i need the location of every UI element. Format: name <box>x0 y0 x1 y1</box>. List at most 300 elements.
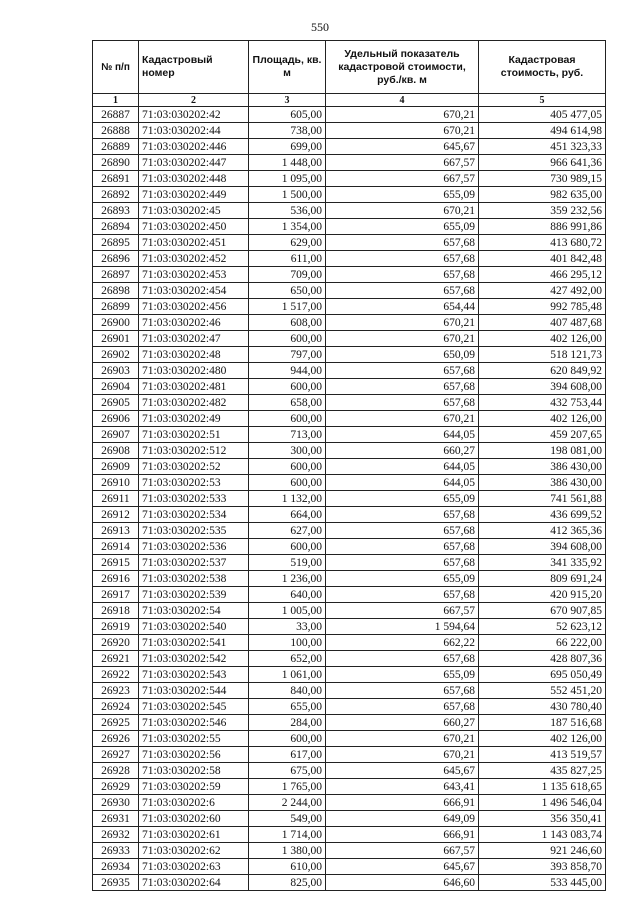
cadastral-value-table <box>92 40 606 891</box>
table-row <box>93 267 606 283</box>
area-cell: 600,00 <box>249 379 326 395</box>
cadastral-value-cell: 394 608,00 <box>479 379 606 395</box>
area-cell: 600,00 <box>249 459 326 475</box>
table-row <box>93 219 606 235</box>
table-row <box>93 843 606 859</box>
cadastral-value-cell: 741 561,88 <box>479 491 606 507</box>
area-cell: 1 236,00 <box>249 571 326 587</box>
unit-rate-cell: 657,68 <box>326 539 479 555</box>
cadastral-number-cell: 71:03:030202:446 <box>139 139 249 155</box>
table-row <box>93 635 606 651</box>
row-number-cell: 26910 <box>93 475 139 491</box>
cadastral-value-cell: 402 126,00 <box>479 331 606 347</box>
cadastral-number-cell: 71:03:030202:59 <box>139 779 249 795</box>
cadastral-value-cell: 620 849,92 <box>479 363 606 379</box>
cadastral-value-cell: 982 635,00 <box>479 187 606 203</box>
area-cell: 713,00 <box>249 427 326 443</box>
area-cell: 699,00 <box>249 139 326 155</box>
row-number-cell: 26924 <box>93 699 139 715</box>
row-number-cell: 26912 <box>93 507 139 523</box>
cadastral-value-cell: 428 807,36 <box>479 651 606 667</box>
table-row <box>93 107 606 123</box>
area-cell: 629,00 <box>249 235 326 251</box>
row-number-cell: 26911 <box>93 491 139 507</box>
table-row <box>93 587 606 603</box>
cadastral-number-cell: 71:03:030202:44 <box>139 123 249 139</box>
header-row <box>93 41 606 94</box>
cadastral-number-cell: 71:03:030202:6 <box>139 795 249 811</box>
area-cell: 600,00 <box>249 475 326 491</box>
row-number-cell: 26899 <box>93 299 139 315</box>
cadastral-value-cell: 459 207,65 <box>479 427 606 443</box>
table-row <box>93 571 606 587</box>
unit-rate-cell: 645,67 <box>326 139 479 155</box>
cadastral-value-cell: 695 050,49 <box>479 667 606 683</box>
table-row <box>93 331 606 347</box>
cadastral-number-cell: 71:03:030202:482 <box>139 395 249 411</box>
row-number-cell: 26905 <box>93 395 139 411</box>
cadastral-number-cell: 71:03:030202:452 <box>139 251 249 267</box>
cadastral-value-cell: 412 365,36 <box>479 523 606 539</box>
area-cell: 611,00 <box>249 251 326 267</box>
row-number-cell: 26900 <box>93 315 139 331</box>
row-number-cell: 26906 <box>93 411 139 427</box>
cadastral-value-cell: 407 487,68 <box>479 315 606 331</box>
area-cell: 944,00 <box>249 363 326 379</box>
row-number-cell: 26931 <box>93 811 139 827</box>
cadastral-value-cell: 1 143 083,74 <box>479 827 606 843</box>
table-row <box>93 827 606 843</box>
table-row <box>93 699 606 715</box>
table-row <box>93 443 606 459</box>
cadastral-number-cell: 71:03:030202:448 <box>139 171 249 187</box>
row-number-cell: 26927 <box>93 747 139 763</box>
unit-rate-cell: 655,09 <box>326 219 479 235</box>
cadastral-number-cell: 71:03:030202:45 <box>139 203 249 219</box>
row-number-cell: 26895 <box>93 235 139 251</box>
unit-rate-cell: 657,68 <box>326 651 479 667</box>
unit-rate-cell: 657,68 <box>326 587 479 603</box>
unit-rate-cell: 657,68 <box>326 283 479 299</box>
unit-rate-cell: 670,21 <box>326 747 479 763</box>
cadastral-value-cell: 432 753,44 <box>479 395 606 411</box>
unit-rate-cell: 654,44 <box>326 299 479 315</box>
row-number-cell: 26916 <box>93 571 139 587</box>
cadastral-number-cell: 71:03:030202:536 <box>139 539 249 555</box>
area-cell: 1 500,00 <box>249 187 326 203</box>
unit-rate-cell: 670,21 <box>326 731 479 747</box>
cadastral-number-cell: 71:03:030202:53 <box>139 475 249 491</box>
table-row <box>93 123 606 139</box>
column-number: 2 <box>139 94 249 107</box>
unit-rate-cell: 657,68 <box>326 267 479 283</box>
cadastral-number-cell: 71:03:030202:533 <box>139 491 249 507</box>
row-number-cell: 26935 <box>93 875 139 891</box>
row-number-cell: 26932 <box>93 827 139 843</box>
unit-rate-cell: 655,09 <box>326 491 479 507</box>
table-row <box>93 155 606 171</box>
table-row <box>93 203 606 219</box>
cadastral-value-cell: 1 135 618,65 <box>479 779 606 795</box>
row-number-cell: 26896 <box>93 251 139 267</box>
area-cell: 1 380,00 <box>249 843 326 859</box>
row-number-cell: 26920 <box>93 635 139 651</box>
area-cell: 2 244,00 <box>249 795 326 811</box>
cadastral-value-cell: 359 232,56 <box>479 203 606 219</box>
cadastral-value-cell: 356 350,41 <box>479 811 606 827</box>
area-cell: 1 005,00 <box>249 603 326 619</box>
column-number: 4 <box>326 94 479 107</box>
row-number-cell: 26918 <box>93 603 139 619</box>
row-number-cell: 26894 <box>93 219 139 235</box>
table-row <box>93 475 606 491</box>
cadastral-value-cell: 52 623,12 <box>479 619 606 635</box>
table-row <box>93 459 606 475</box>
cadastral-value-cell: 552 451,20 <box>479 683 606 699</box>
area-cell: 675,00 <box>249 763 326 779</box>
cadastral-number-cell: 71:03:030202:54 <box>139 603 249 619</box>
area-cell: 549,00 <box>249 811 326 827</box>
unit-rate-cell: 670,21 <box>326 123 479 139</box>
area-cell: 1 095,00 <box>249 171 326 187</box>
row-number-cell: 26903 <box>93 363 139 379</box>
row-number-cell: 26893 <box>93 203 139 219</box>
table-row <box>93 715 606 731</box>
area-cell: 1 061,00 <box>249 667 326 683</box>
row-number-cell: 26933 <box>93 843 139 859</box>
cadastral-number-cell: 71:03:030202:42 <box>139 107 249 123</box>
cadastral-number-cell: 71:03:030202:49 <box>139 411 249 427</box>
unit-rate-cell: 670,21 <box>326 203 479 219</box>
area-cell: 1 132,00 <box>249 491 326 507</box>
unit-rate-cell: 667,57 <box>326 155 479 171</box>
area-cell: 608,00 <box>249 315 326 331</box>
unit-rate-cell: 644,05 <box>326 475 479 491</box>
cadastral-number-cell: 71:03:030202:61 <box>139 827 249 843</box>
cadastral-value-cell: 402 126,00 <box>479 411 606 427</box>
area-cell: 738,00 <box>249 123 326 139</box>
row-number-cell: 26889 <box>93 139 139 155</box>
unit-rate-cell: 657,68 <box>326 235 479 251</box>
area-cell: 652,00 <box>249 651 326 667</box>
unit-rate-cell: 655,09 <box>326 667 479 683</box>
unit-rate-cell: 670,21 <box>326 315 479 331</box>
unit-rate-cell: 657,68 <box>326 507 479 523</box>
area-cell: 284,00 <box>249 715 326 731</box>
table-row <box>93 763 606 779</box>
table-row <box>93 299 606 315</box>
cadastral-number-cell: 71:03:030202:537 <box>139 555 249 571</box>
cadastral-value-cell: 1 496 546,04 <box>479 795 606 811</box>
unit-rate-cell: 657,68 <box>326 555 479 571</box>
column-number: 5 <box>479 94 606 107</box>
table-row <box>93 731 606 747</box>
table-row <box>93 411 606 427</box>
cadastral-value-cell: 436 699,52 <box>479 507 606 523</box>
cadastral-number-cell: 71:03:030202:480 <box>139 363 249 379</box>
column-number: 1 <box>93 94 139 107</box>
table-row <box>93 651 606 667</box>
unit-rate-cell: 667,57 <box>326 843 479 859</box>
table-row <box>93 603 606 619</box>
area-cell: 600,00 <box>249 411 326 427</box>
cadastral-number-cell: 71:03:030202:52 <box>139 459 249 475</box>
unit-rate-cell: 655,09 <box>326 187 479 203</box>
cadastral-value-cell: 430 780,40 <box>479 699 606 715</box>
unit-rate-cell: 660,27 <box>326 715 479 731</box>
area-cell: 1 517,00 <box>249 299 326 315</box>
table-row <box>93 427 606 443</box>
cadastral-value-cell: 533 445,00 <box>479 875 606 891</box>
cadastral-number-cell: 71:03:030202:543 <box>139 667 249 683</box>
row-number-cell: 26909 <box>93 459 139 475</box>
cadastral-value-cell: 413 680,72 <box>479 235 606 251</box>
cadastral-number-cell: 71:03:030202:450 <box>139 219 249 235</box>
cadastral-number-cell: 71:03:030202:538 <box>139 571 249 587</box>
table-row <box>93 347 606 363</box>
unit-rate-cell: 660,27 <box>326 443 479 459</box>
area-cell: 797,00 <box>249 347 326 363</box>
cadastral-value-cell: 341 335,92 <box>479 555 606 571</box>
cadastral-number-cell: 71:03:030202:544 <box>139 683 249 699</box>
cadastral-value-cell: 451 323,33 <box>479 139 606 155</box>
cadastral-number-cell: 71:03:030202:541 <box>139 635 249 651</box>
area-cell: 640,00 <box>249 587 326 603</box>
table-row <box>93 139 606 155</box>
cadastral-value-cell: 427 492,00 <box>479 283 606 299</box>
table-row <box>93 859 606 875</box>
unit-rate-cell: 646,60 <box>326 875 479 891</box>
table-row <box>93 779 606 795</box>
cadastral-number-cell: 71:03:030202:539 <box>139 587 249 603</box>
cadastral-number-cell: 71:03:030202:63 <box>139 859 249 875</box>
row-number-cell: 26919 <box>93 619 139 635</box>
row-number-cell: 26891 <box>93 171 139 187</box>
row-number-cell: 26890 <box>93 155 139 171</box>
row-number-cell: 26922 <box>93 667 139 683</box>
area-cell: 627,00 <box>249 523 326 539</box>
row-number-cell: 26907 <box>93 427 139 443</box>
table-row <box>93 491 606 507</box>
column-number-row <box>93 94 606 107</box>
unit-rate-cell: 1 594,64 <box>326 619 479 635</box>
area-cell: 600,00 <box>249 331 326 347</box>
cadastral-value-cell: 386 430,00 <box>479 475 606 491</box>
table-row <box>93 507 606 523</box>
cadastral-number-cell: 71:03:030202:58 <box>139 763 249 779</box>
row-number-cell: 26908 <box>93 443 139 459</box>
cadastral-value-cell: 394 608,00 <box>479 539 606 555</box>
cadastral-value-cell: 809 691,24 <box>479 571 606 587</box>
cadastral-number-cell: 71:03:030202:454 <box>139 283 249 299</box>
unit-rate-cell: 670,21 <box>326 411 479 427</box>
column-number: 3 <box>249 94 326 107</box>
cadastral-value-cell: 402 126,00 <box>479 731 606 747</box>
cadastral-number-cell: 71:03:030202:451 <box>139 235 249 251</box>
row-number-cell: 26915 <box>93 555 139 571</box>
page-number: 550 <box>311 20 329 34</box>
row-number-cell: 26925 <box>93 715 139 731</box>
area-cell: 617,00 <box>249 747 326 763</box>
cadastral-value-cell: 921 246,60 <box>479 843 606 859</box>
unit-rate-cell: 649,09 <box>326 811 479 827</box>
area-cell: 840,00 <box>249 683 326 699</box>
area-cell: 1 765,00 <box>249 779 326 795</box>
area-cell: 658,00 <box>249 395 326 411</box>
table-row <box>93 315 606 331</box>
cadastral-number-cell: 71:03:030202:51 <box>139 427 249 443</box>
unit-rate-cell: 657,68 <box>326 363 479 379</box>
cadastral-number-cell: 71:03:030202:534 <box>139 507 249 523</box>
table-row <box>93 379 606 395</box>
unit-rate-cell: 667,57 <box>326 171 479 187</box>
cadastral-number-cell: 71:03:030202:64 <box>139 875 249 891</box>
area-cell: 519,00 <box>249 555 326 571</box>
cadastral-value-cell: 413 519,57 <box>479 747 606 763</box>
cadastral-value-cell: 992 785,48 <box>479 299 606 315</box>
area-cell: 655,00 <box>249 699 326 715</box>
cadastral-number-cell: 71:03:030202:535 <box>139 523 249 539</box>
area-cell: 709,00 <box>249 267 326 283</box>
area-cell: 33,00 <box>249 619 326 635</box>
cadastral-value-cell: 730 989,15 <box>479 171 606 187</box>
cadastral-value-cell: 466 295,12 <box>479 267 606 283</box>
header-unit-rate: Удельный показатель кадастровой стоимости, руб./кв. м <box>326 41 479 94</box>
row-number-cell: 26892 <box>93 187 139 203</box>
cadastral-value-cell: 198 081,00 <box>479 443 606 459</box>
area-cell: 664,00 <box>249 507 326 523</box>
cadastral-number-cell: 71:03:030202:512 <box>139 443 249 459</box>
header-cadastral-value: Кадастровая стоимость, руб. <box>479 41 606 94</box>
cadastral-number-cell: 71:03:030202:453 <box>139 267 249 283</box>
row-number-cell: 26898 <box>93 283 139 299</box>
table-row <box>93 811 606 827</box>
cadastral-number-cell: 71:03:030202:62 <box>139 843 249 859</box>
area-cell: 1 714,00 <box>249 827 326 843</box>
area-cell: 600,00 <box>249 731 326 747</box>
header-row-number: № п/п <box>93 41 139 94</box>
row-number-cell: 26926 <box>93 731 139 747</box>
unit-rate-cell: 655,09 <box>326 571 479 587</box>
unit-rate-cell: 662,22 <box>326 635 479 651</box>
cadastral-number-cell: 71:03:030202:545 <box>139 699 249 715</box>
table-row <box>93 395 606 411</box>
table-row <box>93 235 606 251</box>
row-number-cell: 26888 <box>93 123 139 139</box>
cadastral-value-cell: 966 641,36 <box>479 155 606 171</box>
row-number-cell: 26930 <box>93 795 139 811</box>
cadastral-number-cell: 71:03:030202:55 <box>139 731 249 747</box>
row-number-cell: 26887 <box>93 107 139 123</box>
area-cell: 300,00 <box>249 443 326 459</box>
cadastral-value-cell: 401 842,48 <box>479 251 606 267</box>
cadastral-value-cell: 518 121,73 <box>479 347 606 363</box>
cadastral-value-cell: 886 991,86 <box>479 219 606 235</box>
cadastral-number-cell: 71:03:030202:46 <box>139 315 249 331</box>
cadastral-value-cell: 187 516,68 <box>479 715 606 731</box>
unit-rate-cell: 667,57 <box>326 603 479 619</box>
cadastral-number-cell: 71:03:030202:60 <box>139 811 249 827</box>
cadastral-number-cell: 71:03:030202:47 <box>139 331 249 347</box>
cadastral-number-cell: 71:03:030202:456 <box>139 299 249 315</box>
unit-rate-cell: 657,68 <box>326 699 479 715</box>
table-row <box>93 683 606 699</box>
row-number-cell: 26901 <box>93 331 139 347</box>
cadastral-value-cell: 66 222,00 <box>479 635 606 651</box>
row-number-cell: 26904 <box>93 379 139 395</box>
row-number-cell: 26902 <box>93 347 139 363</box>
cadastral-number-cell: 71:03:030202:542 <box>139 651 249 667</box>
table-row <box>93 283 606 299</box>
cadastral-number-cell: 71:03:030202:481 <box>139 379 249 395</box>
area-cell: 650,00 <box>249 283 326 299</box>
table-header <box>93 41 606 107</box>
area-cell: 605,00 <box>249 107 326 123</box>
header-cadastral-number: Кадастровый номер <box>139 41 249 94</box>
cadastral-value-cell: 420 915,20 <box>479 587 606 603</box>
unit-rate-cell: 645,67 <box>326 763 479 779</box>
table-row <box>93 875 606 891</box>
row-number-cell: 26921 <box>93 651 139 667</box>
table-row <box>93 667 606 683</box>
row-number-cell: 26934 <box>93 859 139 875</box>
area-cell: 1 448,00 <box>249 155 326 171</box>
table-row <box>93 555 606 571</box>
row-number-cell: 26913 <box>93 523 139 539</box>
unit-rate-cell: 666,91 <box>326 795 479 811</box>
unit-rate-cell: 645,67 <box>326 859 479 875</box>
cadastral-value-cell: 405 477,05 <box>479 107 606 123</box>
unit-rate-cell: 657,68 <box>326 395 479 411</box>
unit-rate-cell: 666,91 <box>326 827 479 843</box>
table-row <box>93 795 606 811</box>
row-number-cell: 26897 <box>93 267 139 283</box>
table-row <box>93 619 606 635</box>
cadastral-number-cell: 71:03:030202:449 <box>139 187 249 203</box>
cadastral-number-cell: 71:03:030202:447 <box>139 155 249 171</box>
unit-rate-cell: 657,68 <box>326 251 479 267</box>
area-cell: 536,00 <box>249 203 326 219</box>
unit-rate-cell: 657,68 <box>326 683 479 699</box>
cadastral-value-cell: 435 827,25 <box>479 763 606 779</box>
area-cell: 825,00 <box>249 875 326 891</box>
cadastral-value-cell: 386 430,00 <box>479 459 606 475</box>
table-row <box>93 523 606 539</box>
unit-rate-cell: 670,21 <box>326 331 479 347</box>
row-number-cell: 26914 <box>93 539 139 555</box>
cadastral-value-cell: 670 907,85 <box>479 603 606 619</box>
table-body <box>93 107 606 891</box>
cadastral-number-cell: 71:03:030202:56 <box>139 747 249 763</box>
table-row <box>93 187 606 203</box>
unit-rate-cell: 657,68 <box>326 523 479 539</box>
table-row <box>93 171 606 187</box>
table-row <box>93 539 606 555</box>
cadastral-number-cell: 71:03:030202:48 <box>139 347 249 363</box>
row-number-cell: 26923 <box>93 683 139 699</box>
area-cell: 600,00 <box>249 539 326 555</box>
unit-rate-cell: 644,05 <box>326 459 479 475</box>
row-number-cell: 26928 <box>93 763 139 779</box>
row-number-cell: 26917 <box>93 587 139 603</box>
unit-rate-cell: 657,68 <box>326 379 479 395</box>
area-cell: 610,00 <box>249 859 326 875</box>
cadastral-number-cell: 71:03:030202:540 <box>139 619 249 635</box>
cadastral-number-cell: 71:03:030202:546 <box>139 715 249 731</box>
table-row <box>93 747 606 763</box>
cadastral-value-cell: 494 614,98 <box>479 123 606 139</box>
unit-rate-cell: 643,41 <box>326 779 479 795</box>
